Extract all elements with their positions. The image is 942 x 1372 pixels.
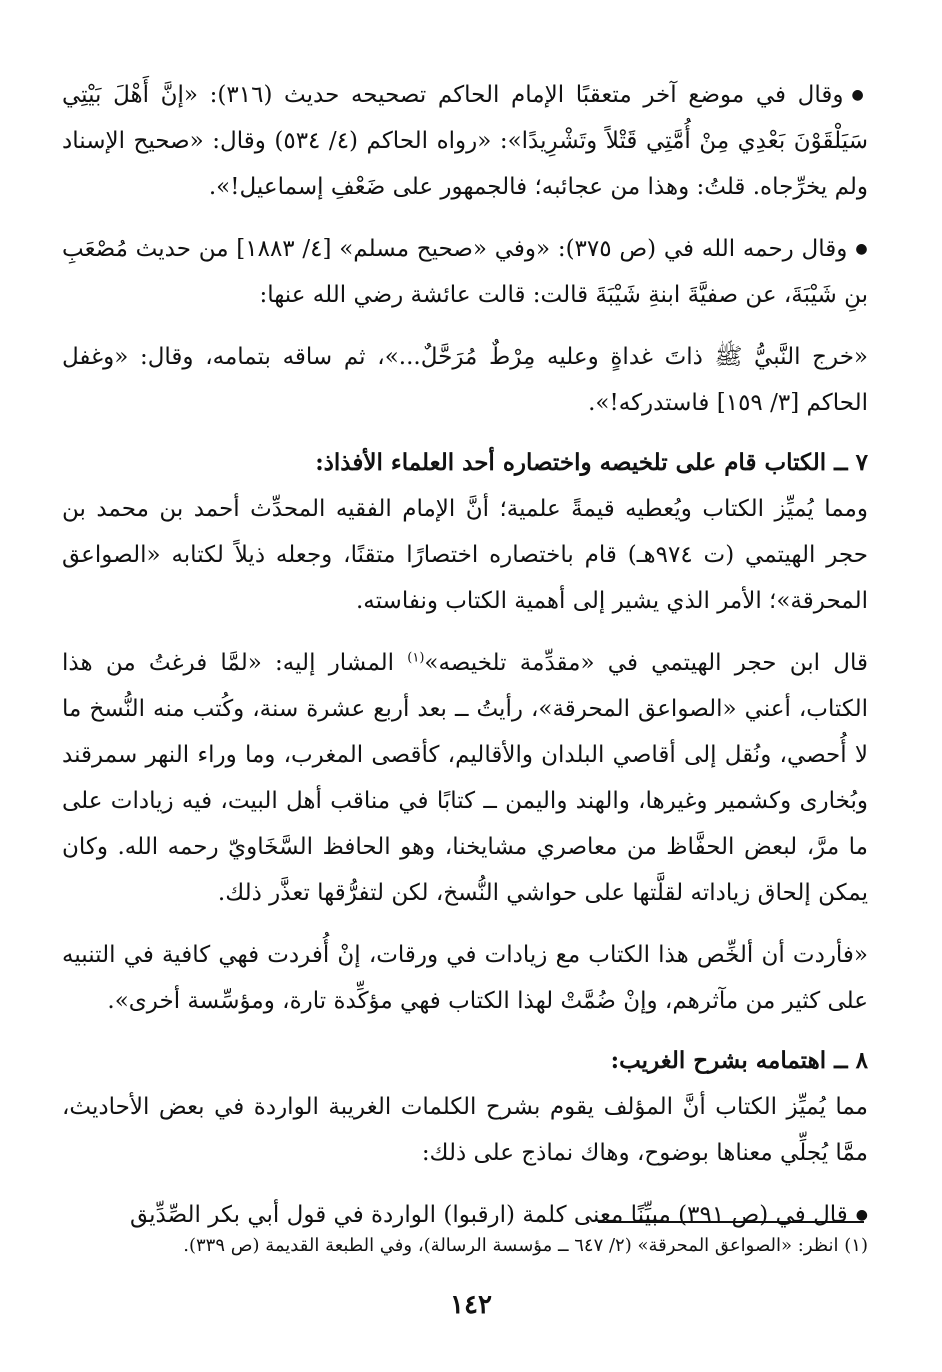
paragraph-haytami-quote — [62, 640, 868, 916]
quote-body: المشار إليه: «لمَّا فرغتُ من هذا الكتاب، أعني «الصواعق المحرقة»، رأيتُ ــ بعد أربع عشرة سنة، وكُتب منه النُّسخ ما لا أُحصي، ونُقل إلى أقاصي البلدان والأقاليم، كأقصى المغرب، وما وراء النهر سمرقند وبُخارى وكشمير وغيرها، والهند واليمن ــ كتابًا في مناقب أهل البيت، فيه زيادات على ما مرَّ، لبعض الحفَّاظ من معاصري مشايخنا، وهو الحافظ السَّخَاويّ رحمه الله. وكان يمكن إلحاق زياداته لقلَّتها على حواشي النُّسخ، لكن لتفرُّقها تعذَّر ذلك. — [62, 650, 868, 906]
paragraph-haytami-continued: «فأردت أن ألخِّص هذا الكتاب مع زيادات في ورقات، إنْ أُفردت فهي كافية في التنبيه على كثير من مآثرهم، وإنْ ضُمَّتْ لهذا الكتاب فهي مؤكِّدة تارة، ومؤسِّسة أخرى». — [62, 942, 868, 1014]
footnote-text: (١) انظر: «الصواعق المحرقة» (٢/ ٦٤٧ ــ مؤسسة الرسالة)، وفي الطبعة القديمة (ص ٣٣٩). — [183, 1235, 868, 1256]
paragraph-hadith-quote: «خرج النَّبيُّ ﷺ ذاتَ غداةٍ وعليه مِرْطٌ مُرَحَّلٌ...»، ثم ساقه بتمامه، وقال: «وغفل الحاكم [٣/ ١٥٩] فاستدركه!». — [62, 344, 868, 416]
section-heading-7: ٧ ــ الكتاب قام على تلخيصه واختصاره أحد العلماء الأفذاذ: — [315, 449, 868, 476]
paragraph-abridgement: ومما يُميِّز الكتاب ويُعطيه قيمةً علمية؛ أنَّ الإمام الفقيه المحدِّث أحمد بن محمد بن حجر الهيتمي (ت ٩٧٤هـ) قام باختصاره اختصارًا متقنًا، وجعله ذيلاً لكتابه «الصواعق المحرقة»؛ الأمر الذي يشير إلى أهمية الكتاب ونفاسته. — [62, 496, 868, 614]
paragraph-hakim-critique: ● وقال في موضع آخر متعقبًا الإمام الحاكم تصحيحه حديث (٣١٦): «إنَّ أَهْلَ بَيْتِي سَيَلْقَوْنَ بَعْدِي مِنْ أُمَّتِي قَتْلاً وتَشْرِيدًا»: «رواه الحاكم (٤/ ٥٣٤) وقال: «صحيح الإسناد ولم يخرِّجاه. قلتُ: وهذا من عجائبه؛ فالجمهور على ضَعْفِ إسماعيل!». — [62, 72, 868, 210]
paragraph-muslim-hadith: ● وقال رحمه الله في (ص ٣٧٥): «وفي «صحيح مسلم» [٤/ ١٨٨٣] من حديث مُصْعَبِ بنِ شَيْبَةَ، عن صفيَّةَ ابنةِ شَيْبَةَ قالت: قالت عائشة رضي الله عنها: — [62, 226, 868, 318]
page-body — [62, 72, 868, 1238]
paragraph-example: ● قال في (ص ٣٩١) مبيِّنًا معنى كلمة (ارقبوا) الواردة في قول أبي بكر الصِّدِّيق — [62, 1192, 868, 1238]
quote-intro: قال ابن حجر الهيتمي في «مقدِّمة تلخيصه» — [424, 650, 868, 676]
paragraph-gharib: مما يُميِّز الكتاب أنَّ المؤلف يقوم بشرح الكلمات الغريبة الواردة في بعض الأحاديث، ممَّا يُجلِّي معناها بوضوح، وهاك نماذج على ذلك: — [62, 1094, 868, 1166]
page-number: ١٤٢ — [450, 1290, 492, 1320]
footnote-reference: (١) — [407, 650, 425, 666]
footnote-divider — [598, 1221, 864, 1223]
section-heading-8: ٨ ــ اهتمامه بشرح الغريب: — [610, 1047, 868, 1074]
